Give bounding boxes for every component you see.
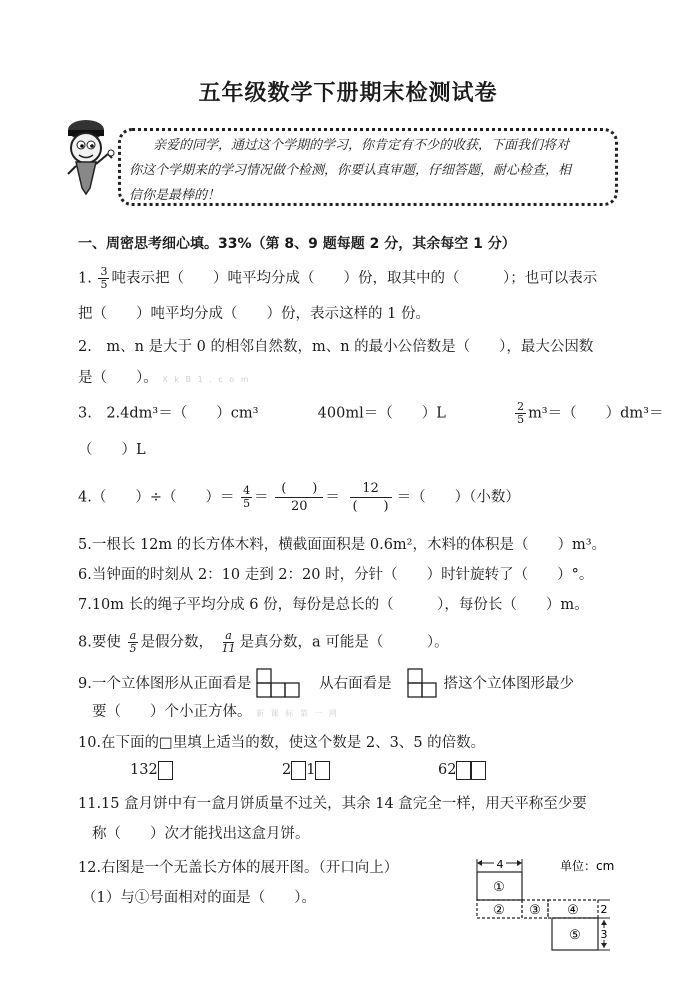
fraction-numerator: 2 <box>517 400 525 413</box>
question-12-line-2: （1）与①号面相对的面是（ ）。 <box>82 890 316 906</box>
question-4-start: 4.（ ）÷（ ）＝ <box>78 489 235 506</box>
blank-box <box>315 761 330 780</box>
question-2-text: 是（ ）。 <box>78 370 158 386</box>
blank-box <box>291 761 306 780</box>
question-9-text: 要（ ）个小正方体。 <box>92 704 252 720</box>
fraction-denominator: 20 <box>291 499 308 514</box>
question-6: 6.当钟面的时刻从 2：10 走到 2：20 时，分针（ ）时针旋转了（ ）°。 <box>78 567 594 583</box>
question-7: 7.10m 长的绳子平均分成 6 份，每份是总长的（ ），每份长（ ）m。 <box>78 597 589 613</box>
question-3-line-1 <box>78 400 664 426</box>
blank-box <box>158 761 173 780</box>
net-unit: 单位：cm <box>560 859 615 873</box>
net-face-3: ③ <box>529 903 541 918</box>
number-text: 62 <box>438 762 457 778</box>
net-dim-right-2: 3 <box>600 928 608 941</box>
mascot-illustration <box>62 118 118 200</box>
watermark-text: 新 课 标 第 一 网 <box>256 709 339 718</box>
question-8 <box>78 630 449 655</box>
question-10-number-2 <box>282 760 330 780</box>
question-3-part-2: 400ml＝（ ）L <box>317 405 446 422</box>
front-view-shape-icon <box>256 668 302 700</box>
question-9-line-1 <box>78 668 574 700</box>
net-face-4: ④ <box>567 903 579 918</box>
net-dim-right-1: 2 <box>600 903 608 916</box>
section-heading: 一、周密思考细心填。33%（第 8、9 题每题 2 分，其余每空 1 分） <box>78 236 516 252</box>
question-2-line-2 <box>78 368 250 390</box>
question-8-start: 8.要使 <box>78 634 121 651</box>
question-2-line-1: 2. m、n 是大于 0 的相邻自然数，m、n 的最小公倍数是（ ），最大公因数 <box>78 339 594 355</box>
intro-line-1: 亲爱的同学，通过这个学期的学习，你肯定有不少的收获，下面我们将对 <box>153 138 570 153</box>
question-1-line-1 <box>78 266 597 291</box>
fraction-numerator: 12 <box>350 480 392 498</box>
number-text: 1 <box>306 762 316 778</box>
fraction-denominator: 5 <box>129 642 137 655</box>
watermark-text: X k B 1 . c o m <box>162 375 251 384</box>
intro-line-2: 你这个学期来的学习情况做个检测，你要认真审题，仔细答题，耐心检查，相 <box>129 163 572 178</box>
question-9-end: 搭这个立体图形最少 <box>443 676 574 692</box>
question-5: 5.一根长 12m 的长方体木料，横截面面积是 0.6m²，木料的体积是（ ）m³。 <box>78 537 607 553</box>
question-1-line-2: 把（ ）吨平均分成（ ）份，表示这样的 1 份。 <box>78 306 430 322</box>
fraction-a-11 <box>220 630 238 655</box>
right-view-shape-icon <box>407 668 439 700</box>
pencil-mascot-icon <box>62 118 118 196</box>
blank-box <box>471 761 486 780</box>
net-face-2: ② <box>493 903 505 918</box>
fraction-2-5 <box>515 401 526 426</box>
fraction-numerator: a <box>225 629 232 642</box>
question-8-end: 是真分数，a 可能是（ ）。 <box>239 634 449 651</box>
fraction-a-5 <box>127 630 138 655</box>
question-8-mid: 是假分数， <box>140 634 213 651</box>
question-9-mid: 从右面看是 <box>319 676 392 692</box>
blank-box <box>456 761 471 780</box>
question-4-line <box>78 480 520 515</box>
intro-message-box <box>118 128 618 206</box>
fraction-4-5 <box>241 485 252 510</box>
box-net-diagram <box>470 858 630 962</box>
fraction-denominator: 5 <box>243 497 251 510</box>
net-face-5: ⑤ <box>569 928 581 943</box>
fraction-denominator: 5 <box>100 278 108 291</box>
question-9-line-2 <box>92 702 339 724</box>
question-12-line-1: 12.右图是一个无盖长方体的展开图。（开口向上） <box>78 860 399 876</box>
question-4-end: ＝（ ）（小数） <box>396 489 520 506</box>
fraction-numerator: 4 <box>243 484 251 497</box>
question-3-line-2: （ ）L <box>78 442 146 458</box>
intro-line-3: 信你是最棒的！ <box>129 188 221 203</box>
fraction-denominator: 5 <box>517 413 525 426</box>
fraction-blank-20 <box>275 480 323 515</box>
equals-sign: ＝ <box>325 489 340 506</box>
question-10: 10.在下面的□里填上适当的数，使这个数是 2、3、5 的倍数。 <box>78 735 486 751</box>
fraction-3-5 <box>98 266 109 291</box>
fraction-numerator: 3 <box>100 265 108 278</box>
fraction-denominator: 11 <box>221 642 236 655</box>
question-11-line-1: 11.15 盒月饼中有一盒月饼质量不过关，其余 14 盒完全一样，用天平称至少要 <box>78 796 587 812</box>
question-3-part-1: 3. 2.4dm³＝（ ）cm³ <box>78 405 259 422</box>
net-dim-top: 4 <box>496 858 504 871</box>
fraction-numerator: a <box>129 629 137 642</box>
question-number: 1. <box>78 270 92 287</box>
net-face-1: ① <box>493 880 505 895</box>
fraction-numerator: ( ) <box>275 480 323 498</box>
number-text: 2 <box>282 762 292 778</box>
question-10-number-1 <box>130 760 173 780</box>
equals-sign: ＝ <box>254 489 269 506</box>
fraction-denominator: ( ) <box>352 499 389 514</box>
question-10-number-3 <box>438 760 486 780</box>
box-net-svg <box>470 858 630 958</box>
question-3-part-3: m³＝（ ）dm³＝ <box>528 405 664 422</box>
question-9-start: 9.一个立体图形从正面看是 <box>78 676 252 692</box>
page-title: 五年级数学下册期末检测试卷 <box>198 81 498 106</box>
number-text: 132 <box>130 762 158 778</box>
question-11-line-2: 称（ ）次才能找出这盒月饼。 <box>92 826 310 842</box>
question-1-text: 吨表示把（ ）吨平均分成（ ）份，取其中的（ ）；也可以表示 <box>111 270 598 287</box>
fraction-12-blank <box>346 480 394 515</box>
